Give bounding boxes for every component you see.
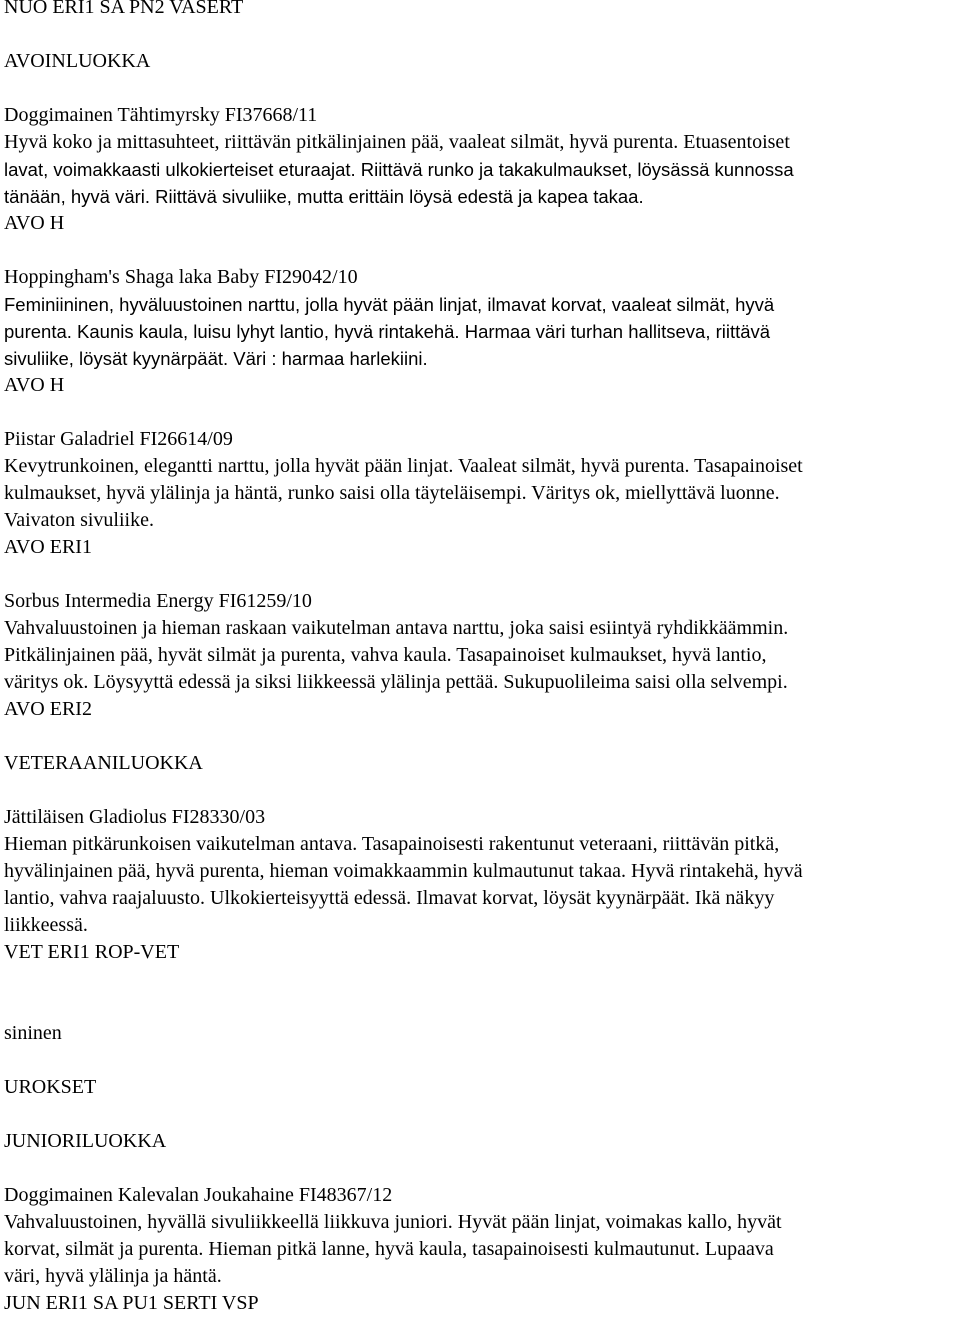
- dog-name: Sorbus Intermedia Energy FI61259/10: [4, 590, 312, 612]
- critique-line: Feminiininen, hyväluustoinen narttu, jolla hyvät pään linjat, ilmavat korvat, vaaleat silmät, hyvä: [4, 294, 775, 315]
- dog-name: Doggimainen Kalevalan Joukahaine FI48367/12: [4, 1184, 393, 1206]
- dog-name: Doggimainen Tähtimyrsky FI37668/11: [4, 104, 318, 126]
- critique-line: Pitkälinjainen pää, hyvät silmät ja purenta, vahva kaula. Tasapainoiset kulmaukset, hyvä lantio,: [4, 644, 767, 666]
- result-line: VET ERI1 ROP-VET: [4, 941, 180, 963]
- document-page: [4, 0, 952, 1317]
- dog-entry: [4, 588, 952, 723]
- dog-name: Jättiläisen Gladiolus FI28330/03: [4, 806, 266, 828]
- dog-entry: [4, 264, 952, 399]
- critique-line: korvat, silmät ja purenta. Hieman pitkä lanne, hyvä kaula, tasapainoisesti kulmautunut. Lupaava: [4, 1238, 774, 1260]
- dog-name: Piistar Galadriel FI26614/09: [4, 428, 233, 450]
- page-header: NUO ERI1 SA PN2 VASERT: [4, 0, 244, 18]
- spacer: [4, 777, 952, 804]
- critique-line: väritys ok. Löysyyttä edessä ja siksi liikkeessä ylälinja pettää. Sukupuolileima saisi olla selvempi.: [4, 671, 788, 693]
- dog-entry: [4, 1182, 952, 1317]
- dog-entry: [4, 804, 952, 966]
- section-title-junioriluokka: JUNIORILUOKKA: [4, 1130, 167, 1152]
- critique-line: lantio, vahva raajaluusto. Ulkokierteisyyttä edessä. Ilmavat korvat, löysät kyynärpäät. Ikä näkyy: [4, 887, 775, 909]
- spacer: [4, 1155, 952, 1182]
- result-line: AVO H: [4, 212, 65, 234]
- spacer: [4, 1047, 952, 1074]
- critique-line: väri, hyvä ylälinja ja häntä.: [4, 1265, 222, 1287]
- critique-line: sivuliike, löysät kyynärpäät. Väri : harmaa harlekiini.: [4, 348, 428, 369]
- dog-entry: [4, 426, 952, 561]
- critique-line: Vaivaton sivuliike.: [4, 509, 154, 531]
- spacer: [4, 1101, 952, 1128]
- critique-line: lavat, voimakkaasti ulkokierteiset eturaajat. Riittävä runko ja takakulmaukset, löysässä kunnossa: [4, 159, 794, 180]
- result-line: AVO ERI1: [4, 536, 92, 558]
- spacer: [4, 723, 952, 750]
- dog-name: Hoppingham's Shaga laka Baby FI29042/10: [4, 266, 358, 288]
- critique-line: Hieman pitkärunkoisen vaikutelman antava. Tasapainoisesti rakentunut veteraani, riittävän pitkä,: [4, 833, 780, 855]
- result-line: AVO H: [4, 374, 65, 396]
- spacer: [4, 237, 952, 264]
- result-line: AVO ERI2: [4, 698, 92, 720]
- critique-line: hyvälinjainen pää, hyvä purenta, hieman voimakkaammin kulmautunut takaa. Hyvä rintakehä, hyvä: [4, 860, 803, 882]
- critique-line: tänään, hyvä väri. Riittävä sivuliike, mutta erittäin löysä edestä ja kapea takaa.: [4, 186, 644, 207]
- section-title-avoinluokka: AVOINLUOKKA: [4, 50, 151, 72]
- spacer: [4, 399, 952, 426]
- spacer: [4, 561, 952, 588]
- critique-line: Vahvaluustoinen, hyvällä sivuliikkeellä liikkuva juniori. Hyvät pään linjat, voimakas kallo, hyvät: [4, 1211, 782, 1233]
- spacer: [4, 966, 952, 1020]
- section-title-veteraaniluokka: VETERAANILUOKKA: [4, 752, 203, 774]
- spacer: [4, 21, 952, 48]
- critique-line: Hyvä koko ja mittasuhteet, riittävän pitkälinjainen pää, vaaleat silmät, hyvä purenta. Etuasentoiset: [4, 131, 790, 153]
- critique-line: Kevytrunkoinen, elegantti narttu, jolla hyvät pään linjat. Vaaleat silmät, hyvä purenta. Tasapainoiset: [4, 455, 803, 477]
- result-line: JUN ERI1 SA PU1 SERTI VSP: [4, 1292, 259, 1314]
- critique-line: liikkeessä.: [4, 914, 88, 936]
- critique-line: purenta. Kaunis kaula, luisu lyhyt lantio, hyvä rintakehä. Harmaa väri turhan hallitseva, riittävä: [4, 321, 771, 342]
- dog-entry: [4, 102, 952, 237]
- spacer: [4, 75, 952, 102]
- section-title-urokset: UROKSET: [4, 1076, 97, 1098]
- critique-line: kulmaukset, hyvä ylälinja ja häntä, runko saisi olla täyteläisempi. Väritys ok, miellyttävä luonne.: [4, 482, 780, 504]
- critique-line: Vahvaluustoinen ja hieman raskaan vaikutelman antava narttu, joka saisi esiintyä ryhdikkäämmin.: [4, 617, 789, 639]
- color-heading: sininen: [4, 1022, 62, 1044]
